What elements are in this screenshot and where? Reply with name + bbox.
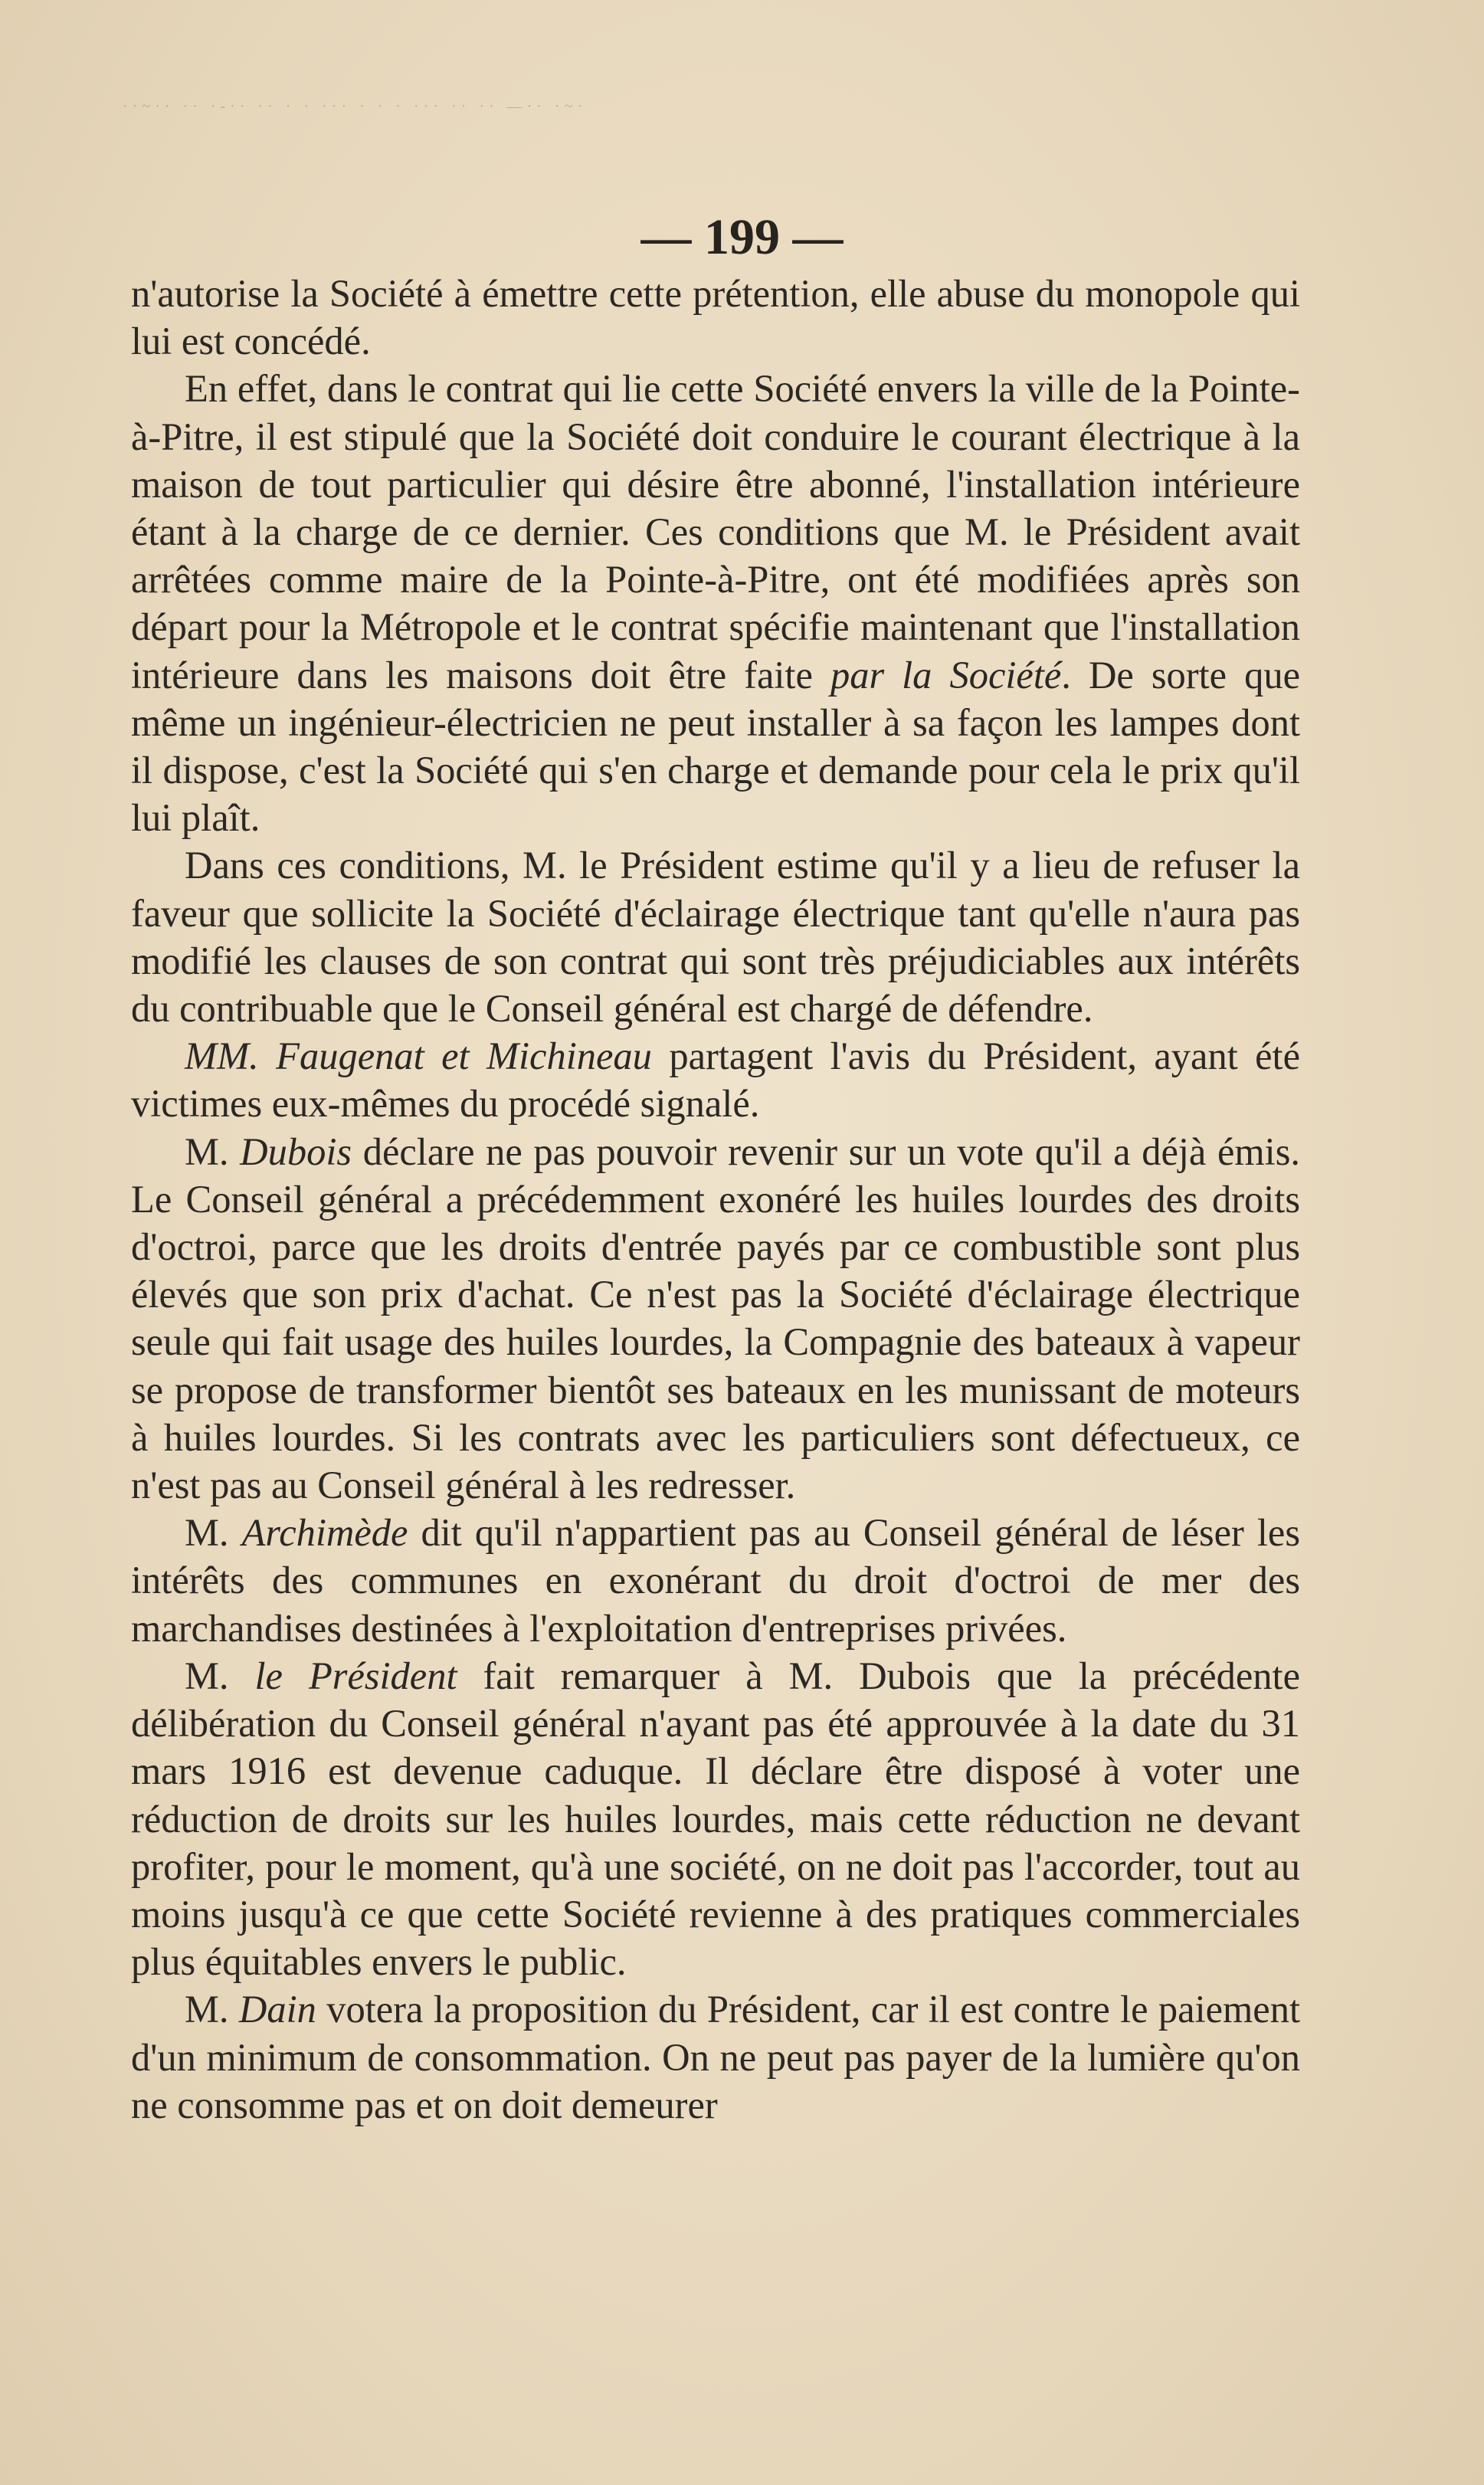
paragraph xyxy=(131,1652,1300,1985)
page-number: — 199 — xyxy=(640,209,844,265)
text-segment: votera la proposition du Président, car il est contre le paiement d'un minimum de consommation. On ne peut pas payer de la lumière qu'on ne consomme pas et on doit demeurer xyxy=(131,1988,1301,2126)
text-segment: M. xyxy=(185,1988,239,2031)
paragraph xyxy=(131,1509,1300,1652)
text-segment: M. xyxy=(185,1511,242,1555)
text-segment: En effet, dans le contrat qui lie cette Société envers la ville de la Pointe-à-Pitre, il est stipulé que la Société doit conduire le courant électrique à la maison de tout particulier qui désire être abonné, l'installation intérieure étant à la charge de ce dernier. Ces conditions que M. le Président avait arrêtées comme maire de la Pointe-à-Pitre, ont été modifiées après son départ pour la Métropole et le contrat spécifie maintenant que l'installation intérieure dans les maisons doit être faite xyxy=(131,367,1300,697)
paragraph xyxy=(131,1985,1300,2129)
speaker-name: Dubois xyxy=(240,1129,352,1173)
text-segment: dit qu'il n'appartient pas au Conseil général de léser les intérêts des communes en exonérant du droit d'octroi de mer des marchandises destinées à l'exploitation d'entreprises privées. xyxy=(131,1511,1301,1650)
paragraph xyxy=(131,270,1300,365)
speaker-name: Dain xyxy=(238,1988,316,2031)
text-segment: fait remarquer à M. Dubois que la précédente délibération du Conseil général n'ayant pas été approuvée à la date du 31 mars 1916 est devenue caduque. Il déclare être disposé à voter une réduction de droits sur les huiles lourdes, mais cette réduction ne devant profiter, pour le moment, qu'à une société, on ne doit pas l'accorder, tout au moins jusqu'à ce que cette Société revienne à des pratiques commerciales plus équitables envers le public. xyxy=(131,1654,1301,1984)
text-segment: M. xyxy=(185,1654,255,1697)
text-segment: Dans ces conditions, M. le Président estime qu'il y a lieu de refuser la faveur que sollicite la Société d'éclairage électrique tant qu'elle n'aura pas modifié les clauses de son contrat qui sont très préjudiciables aux intérêts du contribuable que le Conseil général est chargé de défendre. xyxy=(131,844,1300,1031)
speaker-name: MM. Faugenat et Michineau xyxy=(185,1034,652,1078)
paragraph xyxy=(131,841,1300,1032)
text-segment: . De sorte que même un ingénieur-électricien ne peut installer à sa façon les lampes dont il dispose, c'est la Société qui s'en charge et demande pour cela le prix qu'il lui plaît. xyxy=(131,653,1301,840)
speaker-name: Archimède xyxy=(241,1511,408,1555)
body-text xyxy=(131,270,1300,2129)
text-segment: déclare ne pas pouvoir revenir sur un vote qu'il a déjà émis. Le Conseil général a précédemment exonéré les huiles lourdes des droits d'octroi, parce que les droits d'entrée payés par ce combustible sont plus élevés que son prix d'achat. Ce n'est pas la Société d'éclairage électrique seule qui fait usage des huiles lourdes, la Compagnie des bateaux à vapeur se propose de transformer bientôt ses bateaux en les munissant de moteurs à huiles lourdes. Si les contrats avec les particuliers sont défectueux, ce n'est pas au Conseil général à les redresser. xyxy=(131,1129,1300,1507)
speaker-name: par la Société xyxy=(830,653,1062,697)
paragraph xyxy=(131,1032,1300,1127)
top-margin-noise: ··~·· ·· ·-·· ·· · · ··· · · · ··· ·· ·· —·· ·~· xyxy=(123,98,588,112)
paragraph xyxy=(131,1128,1300,1510)
text-segment: M. xyxy=(185,1129,241,1173)
paragraph xyxy=(131,365,1300,841)
text-segment: partagent l'avis du Président, ayant été victimes eux-mêmes du procédé signalé. xyxy=(131,1034,1300,1126)
speaker-name: le Président xyxy=(254,1654,457,1697)
text-segment: n'autorise la Société à émettre cette prétention, elle abuse du monopole qui lui est concédé. xyxy=(131,272,1300,363)
